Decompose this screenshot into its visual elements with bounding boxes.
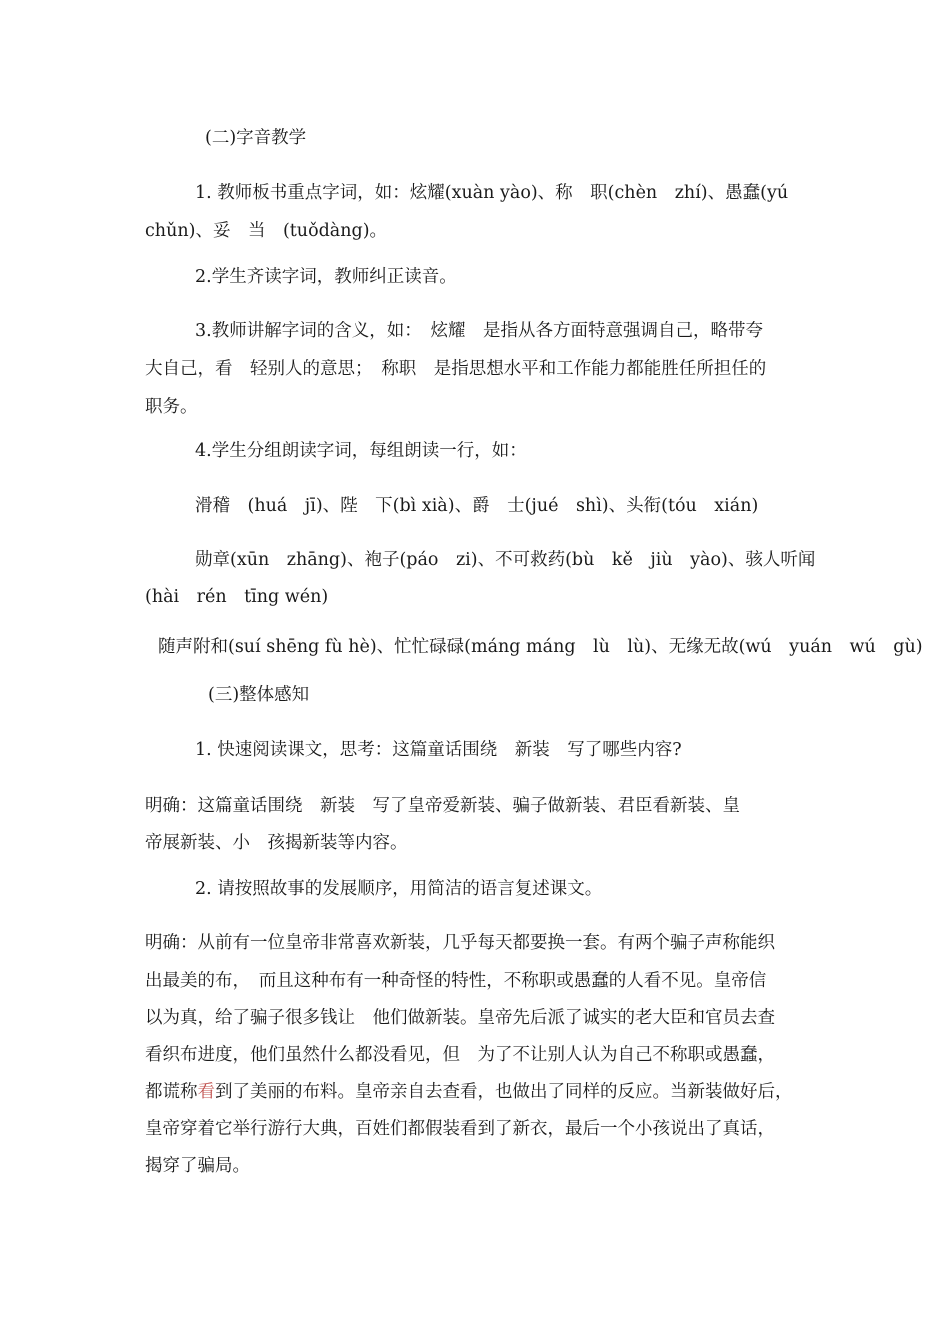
answer-2-line5-post: 到了美丽的布料。皇帝亲自去查看，也做出了同样的反应。当新装做好后， <box>215 1082 793 1102</box>
answer-2-line4: 看织布进度，他们虽然什么都没看见，但 为了不让别人认为自己不称职或愚蠢， <box>145 1045 775 1065</box>
question-2: 2. 请按照故事的发展顺序，用简洁的语言复述课文。 <box>195 879 603 899</box>
highlighted-word: 看 <box>197 1082 215 1102</box>
words-row3: 随声附和(suí shēng fù hè)、忙忙碌碌(máng máng lù lù)、无缘无故(wú yuán wú gù) <box>158 637 923 657</box>
item4: 4.学生分组朗读字词，每组朗读一行，如： <box>195 441 527 461</box>
item3-line2: 大自己，看 轻别人的意思； 称职 是指思想水平和工作能力都能胜任所担任的 <box>145 359 767 379</box>
item1-line2: chǔn)、妥 当 (tuǒdàng)。 <box>145 221 388 241</box>
answer-2-line5 <box>145 1080 793 1104</box>
answer-2-line7: 揭穿了骗局。 <box>145 1156 250 1176</box>
item1-line1: 1. 教师板书重点字词，如：炫耀(xuàn yào)、称 职(chèn zhí)、愚蠢(yú <box>195 183 789 203</box>
answer-2-line6: 皇帝穿着它举行游行大典，百姓们都假装看到了新衣，最后一个小孩说出了真话， <box>145 1119 775 1139</box>
question-1: 1. 快速阅读课文，思考：这篇童话围绕 新装 写了哪些内容? <box>195 740 682 760</box>
section-two-heading: (二)字音教学 <box>205 128 307 148</box>
item3-line1: 3.教师讲解字词的含义，如： 炫耀 是指从各方面特意强调自己，略带夸 <box>195 321 763 341</box>
item2: 2.学生齐读字词，教师纠正读音。 <box>195 267 457 287</box>
answer-2-line2: 出最美的布， 而且这种布有一种奇怪的特性，不称职或愚蠢的人看不见。皇帝信 <box>145 971 767 991</box>
answer-2-line1: 明确：从前有一位皇帝非常喜欢新装，几乎每天都要换一套。有两个骗子声称能织 <box>145 933 775 953</box>
words-row2-line2: (hài rén tīng wén) <box>145 587 329 607</box>
section-three-heading: (三)整体感知 <box>208 685 310 705</box>
answer-1-line2: 帝展新装、小 孩揭新装等内容。 <box>145 833 408 853</box>
answer-2-line5-pre: 都谎称 <box>145 1082 198 1102</box>
item3-line3: 职务。 <box>145 397 198 417</box>
answer-1-line1: 明确：这篇童话围绕 新装 写了皇帝爱新装、骗子做新装、君臣看新装、皇 <box>145 796 740 816</box>
words-row2-line1: 勋章(xūn zhāng)、袍子(páo zi)、不可救药(bù kě jiù yào)、骇人听闻 <box>195 550 816 570</box>
answer-2-line3: 以为真，给了骗子很多钱让 他们做新装。皇帝先后派了诚实的老大臣和官员去查 <box>145 1008 775 1028</box>
words-row1: 滑稽 (huá jī)、陛 下(bì xià)、爵 士(jué shì)、头衔(tóu xián) <box>195 496 759 516</box>
